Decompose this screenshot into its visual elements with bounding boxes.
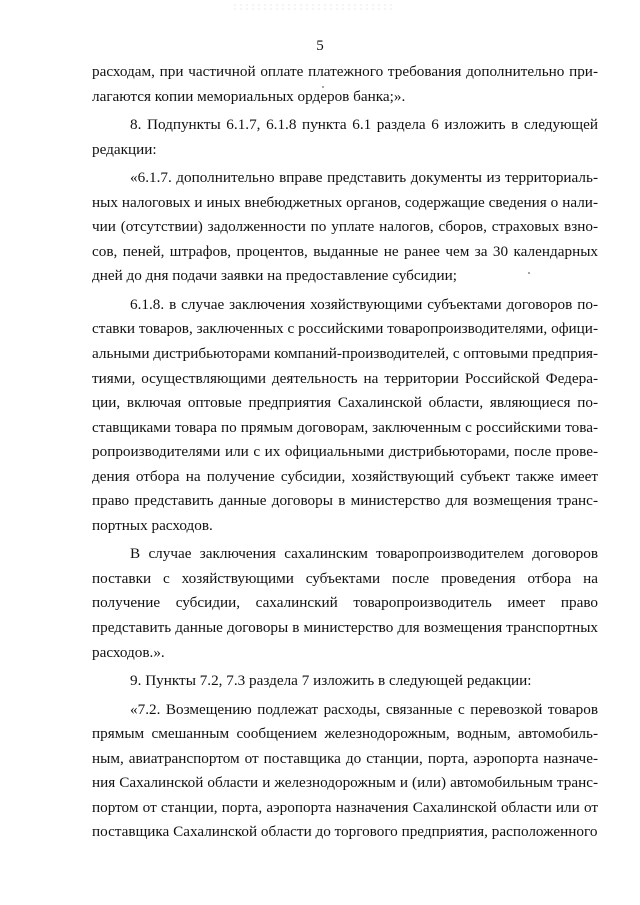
scan-artifact (232, 3, 392, 11)
paragraph-4: 6.1.8. в случае заключения хозяйствующими субъектами договоров поставки товаров, заключенных с российскими товаропроизводителями, официальными дистрибьюторами компаний-производителей, с оптовыми предприятиями, осуществляющими деятельность на территории Российской Федерации, включая оптовые предприятия Сахалинской области, являющиеся поставщиками товара по прямым договорам, заключенным с российскими товаропроизводителями или с их официальными дистрибьюторами, после проведения отбора на получение субсидии, хозяйствующий субъект также имеет право представить данные договоры в министерство для возмещения транспортных расходов. (92, 295, 598, 534)
paragraph-1: расходам, при частичной оплате платежного требования дополнительно прилагаются копии мемориальных ордеров банка;». (92, 63, 598, 105)
document-body (92, 60, 598, 849)
page-number: 5 (316, 38, 324, 54)
paragraph-5: В случае заключения сахалинским товаропроизводителем договоров поставки с хозяйствующими субъектами после проведения отбора на получение субсидии, сахалинский товаропроизводитель имеет право представить данные договоры в министерство для возмещения транспортных расходов.». (92, 545, 598, 661)
paragraph-3: «6.1.7. дополнительно вправе представить документы из территориальных налоговых и иных внебюджетных органов, содержащие сведения о наличии (отсутствии) задолженности по уплате налогов, сборов, страховых взносов, пеней, штрафов, процентов, выданные не ранее чем за 30 календарных дней до дня подачи заявки на предоставление субсидии; (92, 169, 598, 285)
paragraph-7: «7.2. Возмещению подлежат расходы, связанные с перевозкой товаров прямым смешанным сообщением железнодорожным, водным, автомобильным, авиатранспортом от поставщика до станции, порта, аэропорта назначения Сахалинской области и железнодорожным и (или) автомобильным транспортом от станции, порта, аэропорта назначения Сахалинской области или от поставщика Сахалинской области до торгового предприятия, расположенного (92, 700, 598, 841)
paragraph-2: 8. Подпункты 6.1.7, 6.1.8 пункта 6.1 раздела 6 изложить в следующей редакции: (92, 116, 598, 158)
paragraph-6: 9. Пункты 7.2, 7.3 раздела 7 изложить в следующей редакции: (130, 672, 532, 690)
